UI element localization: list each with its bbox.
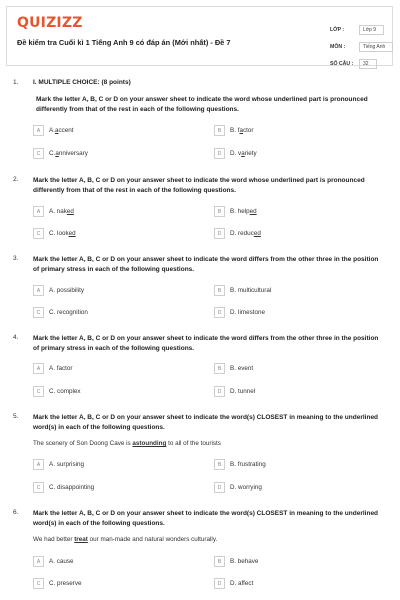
option-d[interactable]: D D. affect: [214, 578, 253, 589]
option-letter-box: C: [33, 148, 44, 159]
question-number: 2.: [13, 176, 19, 183]
underlined-word: astounding: [132, 440, 167, 447]
option-letter-box: B: [214, 363, 225, 374]
question-instruction: Mark the letter A, B, C or D on your answer sheet to indicate the word(s) CLOSEST in meaning to the underlined word(s) in each of the following questions.: [33, 414, 379, 431]
worksheet-header: [6, 6, 393, 66]
question-instruction: Mark the letter A, B, C or D on your answer sheet to indicate the word differs from the other three in the position of primary stress in each of the following questions.: [33, 256, 379, 273]
option-b[interactable]: B B. f a ctor: [214, 125, 253, 136]
option-letter-box: B: [214, 285, 225, 296]
option-a[interactable]: A A. factor: [33, 363, 72, 374]
underlined-word: treat: [74, 536, 88, 543]
option-a[interactable]: A A. surprising: [33, 459, 84, 470]
meta-subject-row: [330, 38, 396, 55]
document-title: Đề kiểm tra Cuối kì 1 Tiếng Anh 9 có đáp án (Mới nhất) - Đề 7: [17, 38, 231, 47]
option-letter-box: B: [214, 459, 225, 470]
grade-value: Lớp 9: [359, 25, 384, 35]
option-b[interactable]: B B. behave: [214, 556, 258, 567]
option-letter-box: A: [33, 363, 44, 374]
question-number: 1.: [13, 79, 19, 86]
option-letter-box: A: [33, 459, 44, 470]
option-c[interactable]: C C. complex: [33, 386, 81, 397]
question-number: 4.: [13, 334, 19, 341]
option-letter-box: D: [214, 148, 225, 159]
question-stem: We had better treat our man-made and natural wonders culturally.: [33, 536, 218, 543]
option-a[interactable]: A A. possibility: [33, 285, 84, 296]
meta-grade-row: [330, 21, 396, 38]
option-letter-box: D: [214, 578, 225, 589]
option-c[interactable]: C C. preserve: [33, 578, 82, 589]
option-letter-box: C: [33, 482, 44, 493]
option-d[interactable]: D D. tunnel: [214, 386, 255, 397]
option-d[interactable]: D D. reduc ed: [214, 228, 261, 239]
option-b[interactable]: B B. frustrating: [214, 459, 266, 470]
option-b[interactable]: B B. multicultural: [214, 285, 271, 296]
question-number: 5.: [13, 413, 19, 420]
option-letter-box: B: [214, 206, 225, 217]
option-letter-box: A: [33, 206, 44, 217]
question-instruction: Mark the letter A, B, C or D on your answer sheet to indicate the word whose underlined part is pronounced differently from that of the rest in each of the following questions.: [33, 177, 365, 194]
subject-value: Tiếng Anh: [359, 42, 393, 52]
question-count-label: SỐ CÂU :: [330, 60, 354, 67]
option-a[interactable]: A A. a ccent: [33, 125, 74, 136]
option-c[interactable]: C C. recognition: [33, 307, 88, 318]
option-d[interactable]: D D. worrying: [214, 482, 262, 493]
option-letter-box: A: [33, 556, 44, 567]
option-letter-box: A: [33, 125, 44, 136]
option-letter-box: D: [214, 386, 225, 397]
option-a[interactable]: A A. cause: [33, 556, 74, 567]
option-c[interactable]: C C. a nniversary: [33, 148, 88, 159]
option-d[interactable]: D D. limestone: [214, 307, 265, 318]
option-letter-box: A: [33, 285, 44, 296]
meta-info: [330, 21, 396, 72]
meta-count-row: [330, 55, 396, 72]
option-letter-box: C: [33, 386, 44, 397]
option-letter-box: B: [214, 125, 225, 136]
option-letter-box: B: [214, 556, 225, 567]
grade-label: LỚP :: [330, 26, 345, 33]
option-a[interactable]: A A. nak ed: [33, 206, 74, 217]
question-instruction: Mark the letter A, B, C or D on your answer sheet to indicate the word(s) CLOSEST in meaning to the underlined word(s) in each of the following questions.: [33, 510, 379, 527]
option-c[interactable]: C C. look ed: [33, 228, 76, 239]
option-d[interactable]: D D. v a riety: [214, 148, 257, 159]
option-letter-box: C: [33, 307, 44, 318]
option-letter-box: D: [214, 307, 225, 318]
option-letter-box: C: [33, 228, 44, 239]
question-number: 6.: [13, 509, 19, 516]
option-letter-box: C: [33, 578, 44, 589]
option-letter-box: D: [214, 228, 225, 239]
quizizz-logo: QUIZIZZ: [17, 15, 83, 31]
option-b[interactable]: B B. event: [214, 363, 253, 374]
section-title: I. MULTIPLE CHOICE: (8 points): [33, 79, 131, 86]
subject-label: MÔN :: [330, 43, 346, 50]
option-b[interactable]: B B. help ed: [214, 206, 257, 217]
question-instruction: Mark the letter A, B, C or D on your answer sheet to indicate the word differs from the other three in the position of primary stress in each of the following questions.: [33, 335, 379, 352]
question-number: 3.: [13, 255, 19, 262]
option-c[interactable]: C C. disappointing: [33, 482, 94, 493]
question-stem: The scenery of Son Doong Cave is astounding to all of the tourists: [33, 440, 221, 447]
question-count-value: 32: [359, 59, 377, 69]
option-letter-box: D: [214, 482, 225, 493]
question-instruction: Mark the letter A, B, C or D on your answer sheet to indicate the word whose underlined part is pronounced differently from that of the rest in each of the following questions.: [36, 96, 368, 113]
